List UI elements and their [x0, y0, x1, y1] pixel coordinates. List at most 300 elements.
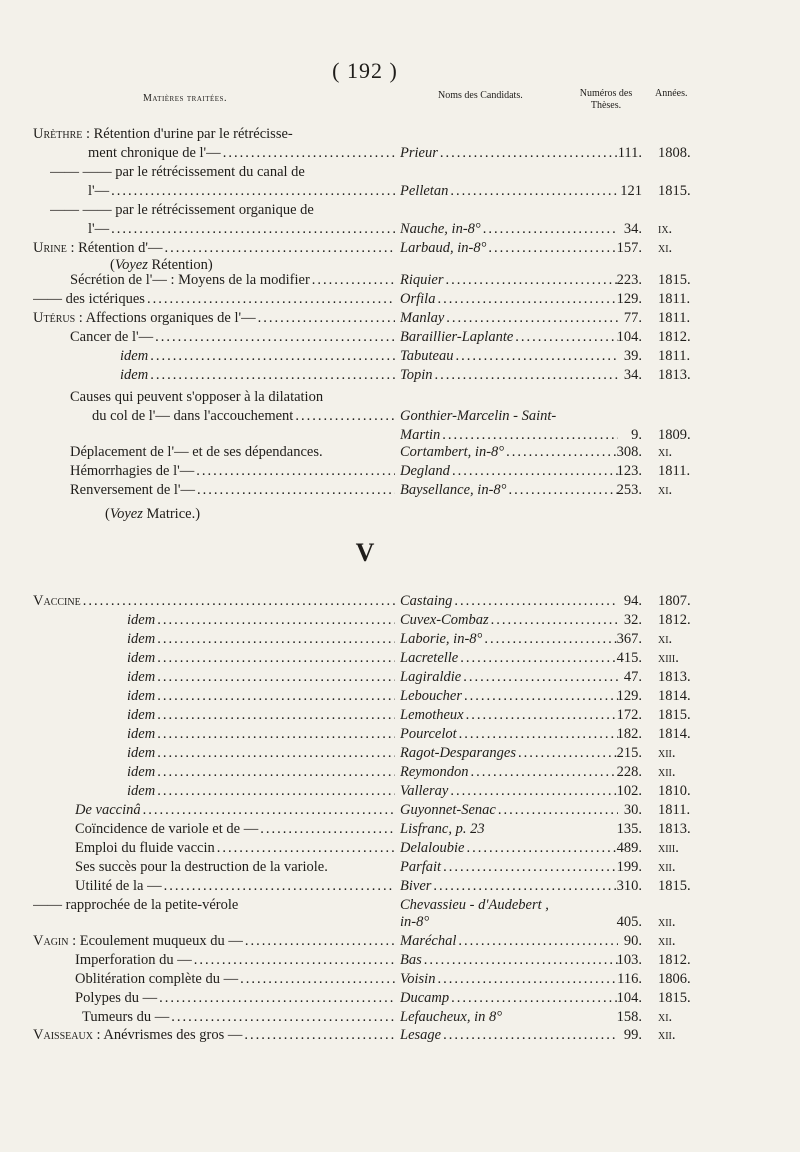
candidate-name-text: Maréchal: [400, 933, 457, 949]
thesis-year: 1815.: [658, 272, 691, 288]
subject-cell: [33, 1026, 395, 1045]
leader-dots: [470, 763, 618, 782]
leader-dots: [157, 706, 395, 725]
subject-text: idem: [127, 726, 156, 742]
candidate-name-text: Baraillier-Laplante: [400, 329, 514, 345]
index-row: [0, 744, 720, 763]
leader-dots: [157, 630, 395, 649]
subject-cell: [75, 951, 395, 970]
subject-cell: [88, 182, 395, 201]
thesis-number: 77.: [623, 310, 642, 326]
thesis-year: xi.: [658, 482, 673, 498]
index-row: [0, 328, 720, 347]
leader-dots: [518, 744, 618, 763]
thesis-number: 90.: [623, 933, 642, 949]
thesis-number: 104.: [616, 990, 642, 1006]
leader-dots: [295, 407, 395, 426]
page-number: ( 192 ): [332, 58, 398, 83]
index-row: [0, 877, 720, 896]
thesis-number: 215.: [616, 745, 642, 761]
subject-cell: [75, 839, 395, 858]
subject-text: De vaccinâ: [75, 802, 141, 818]
thesis-number: 253.: [616, 482, 642, 498]
subject-cell: [70, 271, 395, 290]
candidate-name: [400, 649, 618, 668]
leader-dots: [150, 347, 395, 366]
subject-cell: [127, 687, 395, 706]
index-row: [0, 913, 720, 932]
thesis-year: 1811.: [658, 291, 691, 307]
candidate-name: [400, 443, 618, 462]
subject-text: Vaisseaux : Anévrismes des gros —: [33, 1027, 243, 1043]
subject-text: idem: [120, 348, 149, 364]
thesis-year: xi.: [658, 240, 673, 256]
index-row: [0, 858, 720, 877]
subject-cell: [88, 220, 395, 239]
subject-cell: [127, 744, 395, 763]
subject-cell: [33, 290, 395, 309]
candidate-name-text: Manlay: [400, 310, 445, 326]
leader-dots: [171, 1008, 395, 1027]
header-numeros: Numéros des Thèses.: [579, 88, 633, 111]
candidate-name-text: Leboucher: [400, 688, 463, 704]
subject-text: idem: [127, 783, 156, 799]
subject-text: —— rapprochée de la petite-vérole: [33, 897, 239, 913]
thesis-number: 308.: [616, 444, 642, 460]
index-row: [0, 462, 720, 481]
thesis-year: 1815.: [658, 183, 691, 199]
thesis-year: xii.: [658, 933, 676, 949]
index-row: [0, 592, 720, 611]
candidate-name-text: Degland: [400, 463, 450, 479]
subject-text: Vagin : Ecoulement muqueux du —: [33, 933, 243, 949]
leader-dots: [150, 366, 395, 385]
index-row: [0, 407, 720, 426]
subject-text: Hémorrhagies de l'—: [70, 463, 195, 479]
candidate-name-text: Cuvex-Combaz: [400, 612, 489, 628]
thesis-year: 1813.: [658, 821, 691, 837]
candidate-name-text: Baysellance, in-8°: [400, 482, 507, 498]
index-row: [0, 481, 720, 500]
thesis-number: 121: [620, 183, 642, 199]
leader-dots: [498, 801, 618, 820]
candidate-name: [400, 309, 618, 328]
leader-dots: [260, 820, 395, 839]
thesis-year: xiii.: [658, 840, 679, 856]
candidate-name-text: Lagiraldie: [400, 669, 462, 685]
candidate-name-text: Prieur: [400, 145, 438, 161]
thesis-year: xii.: [658, 1027, 676, 1043]
index-row: [0, 182, 720, 201]
candidate-name: [400, 290, 618, 309]
leader-dots: [446, 271, 619, 290]
index-row: [0, 443, 720, 462]
candidate-name-text: Parfait: [400, 859, 442, 875]
subject-text: Vaccine: [33, 593, 81, 609]
leader-dots: [450, 182, 618, 201]
candidate-name-text: Bas: [400, 952, 422, 968]
candidate-name: [400, 763, 618, 782]
subject-cell: [75, 820, 395, 839]
leader-dots: [157, 744, 395, 763]
thesis-number: 367.: [616, 631, 642, 647]
subject-text: Urine : Rétention d'—: [33, 240, 163, 256]
thesis-year: 1813.: [658, 669, 691, 685]
candidate-name-text: in-8°: [400, 914, 430, 930]
candidate-name-text: Laborie, in-8°: [400, 631, 483, 647]
leader-dots: [143, 801, 395, 820]
leader-dots: [194, 951, 395, 970]
leader-dots: [466, 706, 618, 725]
candidate-name: [400, 347, 618, 366]
subject-text: idem: [127, 688, 156, 704]
leader-dots: [245, 932, 395, 951]
candidate-name: [400, 839, 618, 858]
leader-dots: [157, 649, 395, 668]
leader-dots: [491, 611, 618, 630]
thesis-year: xi.: [658, 1009, 673, 1025]
header-matieres: Matières traitées.: [143, 93, 227, 104]
subject-cell: [75, 801, 395, 820]
candidate-name: [400, 970, 618, 989]
thesis-year: 1811.: [658, 348, 691, 364]
candidate-name-text: Castaing: [400, 593, 453, 609]
index-row: [0, 668, 720, 687]
thesis-year: ix.: [658, 221, 673, 237]
subject-text: Polypes du —: [75, 990, 158, 1006]
index-row: [0, 144, 720, 163]
subject-text: Renversement de l'—: [70, 482, 196, 498]
subject-cell: [33, 592, 395, 611]
leader-dots: [452, 462, 618, 481]
leader-dots: [433, 877, 618, 896]
leader-dots: [157, 725, 395, 744]
subject-cell: [70, 443, 395, 462]
subject-cell: [70, 328, 395, 347]
subject-text: idem: [127, 745, 156, 761]
subject-cell: [127, 706, 395, 725]
leader-dots: [424, 951, 618, 970]
thesis-number: 129.: [616, 291, 642, 307]
candidate-name-text: Pourcelot: [400, 726, 457, 742]
candidate-name-text: Riquier: [400, 272, 444, 288]
candidate-name-text: Ducamp: [400, 990, 450, 1006]
index-row: [0, 687, 720, 706]
thesis-number: 47.: [623, 669, 642, 685]
subject-text: —— —— par le rétrécissement du canal de: [50, 164, 305, 180]
candidate-name-text: Biver: [400, 878, 432, 894]
thesis-number: 405.: [616, 914, 642, 930]
thesis-year: 1814.: [658, 726, 691, 742]
candidate-name-text: Lesage: [400, 1027, 442, 1043]
header-candidats: Noms des Candidats.: [438, 90, 523, 101]
candidate-name: [400, 951, 618, 970]
leader-dots: [435, 366, 618, 385]
subject-text: —— —— par le rétrécissement organique de: [50, 202, 314, 218]
leader-dots: [464, 687, 618, 706]
thesis-year: xi.: [658, 444, 673, 460]
candidate-name: [400, 668, 618, 687]
thesis-year: 1809.: [658, 427, 691, 443]
subject-cell: [75, 858, 395, 877]
index-row: [0, 763, 720, 782]
subject-text: du col de l'— dans l'accouchement: [92, 408, 294, 424]
candidate-name: [400, 858, 618, 877]
leader-dots: [157, 668, 395, 687]
candidate-name: [400, 592, 618, 611]
index-row: [0, 932, 720, 951]
index-row: [0, 163, 720, 182]
candidate-name-text: Lisfranc, p. 23: [400, 821, 485, 837]
thesis-number: 104.: [616, 329, 642, 345]
candidate-name: [400, 462, 618, 481]
subject-cell: [127, 630, 395, 649]
subject-text: idem: [127, 612, 156, 628]
index-row: [0, 839, 720, 858]
subject-text: Urèthre : Rétention d'urine par le rétrécisse-: [33, 126, 293, 142]
leader-dots: [437, 970, 618, 989]
leader-dots: [83, 592, 395, 611]
leader-dots: [157, 611, 395, 630]
thesis-number: 30.: [623, 802, 642, 818]
candidate-name: [400, 801, 618, 820]
subject-text: idem: [127, 631, 156, 647]
index-row: [0, 820, 720, 839]
leader-dots: [484, 630, 618, 649]
leader-dots: [258, 309, 395, 328]
thesis-number: 94.: [623, 593, 642, 609]
thesis-year: 1810.: [658, 783, 691, 799]
candidate-name-text: Lemotheux: [400, 707, 464, 723]
thesis-number: 310.: [616, 878, 642, 894]
header-annees: Années.: [655, 88, 688, 99]
thesis-number: 172.: [616, 707, 642, 723]
subject-cell: [70, 462, 395, 481]
subject-cell: [33, 932, 395, 951]
leader-dots: [111, 220, 395, 239]
thesis-number: 199.: [616, 859, 642, 875]
thesis-year: xii.: [658, 764, 676, 780]
subject-cell: [127, 782, 395, 801]
subject-cell: [70, 481, 395, 500]
subject-cell: [70, 388, 395, 407]
candidate-name: [400, 989, 618, 1008]
candidate-name-text: Lefaucheux, in 8°: [400, 1009, 503, 1025]
leader-dots: [443, 858, 618, 877]
candidate-name: [400, 271, 618, 290]
candidate-name: [400, 407, 618, 426]
thesis-year: 1812.: [658, 329, 691, 345]
index-row: [0, 1026, 720, 1045]
thesis-number: 223.: [616, 272, 642, 288]
leader-dots: [157, 687, 395, 706]
index-row: [0, 725, 720, 744]
thesis-number: 135.: [616, 821, 642, 837]
leader-dots: [217, 839, 395, 858]
subject-text: Emploi du fluide vaccin: [75, 840, 215, 856]
thesis-year: 1815.: [658, 878, 691, 894]
index-row: [0, 801, 720, 820]
leader-dots: [240, 970, 395, 989]
subject-cell: [105, 505, 395, 524]
index-row: [0, 388, 720, 407]
leader-dots: [197, 481, 395, 500]
candidate-name-text: Martin: [400, 427, 441, 443]
subject-text: l'—: [88, 221, 110, 237]
leader-dots: [454, 592, 618, 611]
leader-dots: [450, 782, 618, 801]
thesis-year: 1811.: [658, 802, 691, 818]
thesis-number: 102.: [616, 783, 642, 799]
subject-text: Sécrétion de l'— : Moyens de la modifier: [70, 272, 310, 288]
thesis-year: 1811.: [658, 310, 691, 326]
candidate-name: [400, 328, 618, 347]
leader-dots: [451, 989, 618, 1008]
thesis-year: xi.: [658, 631, 673, 647]
thesis-year: 1807.: [658, 593, 691, 609]
subject-cell: [33, 125, 395, 144]
index-row: [0, 611, 720, 630]
candidate-name-text: Lacretelle: [400, 650, 459, 666]
candidate-name-text: Valleray: [400, 783, 449, 799]
subject-text: Ses succès pour la destruction de la variole.: [75, 859, 328, 875]
thesis-year: 1806.: [658, 971, 691, 987]
leader-dots: [440, 144, 618, 163]
index-row: [0, 1008, 720, 1027]
thesis-year: xiii.: [658, 650, 679, 666]
candidate-name: [400, 1008, 618, 1027]
candidate-name-text: Cortambert, in-8°: [400, 444, 505, 460]
thesis-year: 1812.: [658, 952, 691, 968]
leader-dots: [463, 668, 618, 687]
candidate-name-text: Pelletan: [400, 183, 449, 199]
thesis-year: 1813.: [658, 367, 691, 383]
candidate-name: [400, 481, 618, 500]
section-letter: V: [355, 538, 375, 567]
leader-dots: [312, 271, 395, 290]
subject-text: Coïncidence de variole et de —: [75, 821, 259, 837]
candidate-name: [400, 611, 618, 630]
thesis-year: xii.: [658, 859, 676, 875]
index-row: [0, 706, 720, 725]
index-row: [0, 290, 720, 309]
thesis-number: 116.: [617, 971, 642, 987]
candidate-name: [400, 630, 618, 649]
subject-cell: [127, 611, 395, 630]
thesis-year: 1815.: [658, 990, 691, 1006]
leader-dots: [515, 328, 618, 347]
candidate-name: [400, 687, 618, 706]
leader-dots: [437, 290, 618, 309]
subject-cell: [88, 144, 395, 163]
index-row: [0, 951, 720, 970]
index-row: [0, 649, 720, 668]
index-row: [0, 782, 720, 801]
subject-text: idem: [127, 669, 156, 685]
candidate-name-text: Larbaud, in-8°: [400, 240, 487, 256]
thesis-number: 158.: [616, 1009, 642, 1025]
subject-text: idem: [120, 367, 149, 383]
subject-cell: [127, 649, 395, 668]
index-row: [0, 347, 720, 366]
subject-cell: [127, 763, 395, 782]
subject-cell: [50, 201, 395, 220]
candidate-name-text: Nauche, in-8°: [400, 221, 481, 237]
index-row: [0, 989, 720, 1008]
candidate-name: [400, 1026, 618, 1045]
leader-dots: [459, 725, 618, 744]
thesis-number: 34.: [623, 221, 642, 237]
candidate-name-text: Orfila: [400, 291, 436, 307]
subject-text: Utérus : Affections organiques de l'—: [33, 310, 256, 326]
subject-cell: [75, 970, 395, 989]
leader-dots: [157, 763, 395, 782]
candidate-name: [400, 820, 618, 839]
thesis-year: 1808.: [658, 145, 691, 161]
thesis-year: 1812.: [658, 612, 691, 628]
thesis-number: 9.: [631, 427, 642, 443]
leader-dots: [483, 220, 618, 239]
subject-cell: [33, 309, 395, 328]
subject-text: Utilité de la —: [75, 878, 162, 894]
subject-text: Cancer de l'—: [70, 329, 154, 345]
leader-dots: [506, 443, 618, 462]
leader-dots: [460, 649, 618, 668]
thesis-number: 32.: [623, 612, 642, 628]
subject-text: Causes qui peuvent s'opposer à la dilatation: [70, 389, 324, 405]
thesis-year: xii.: [658, 914, 676, 930]
thesis-number: 489.: [616, 840, 642, 856]
candidate-name-text: Tabuteau: [400, 348, 454, 364]
index-row: [0, 271, 720, 290]
subject-text: idem: [127, 650, 156, 666]
leader-dots: [443, 1026, 618, 1045]
leader-dots: [458, 932, 618, 951]
subject-cell: [75, 989, 395, 1008]
candidate-name-text: Delaloubie: [400, 840, 465, 856]
candidate-name-text: Topin: [400, 367, 433, 383]
subject-text: ment chronique de l'—: [88, 145, 221, 161]
subject-text: (Voyez Rétention): [110, 257, 213, 273]
leader-dots: [244, 1026, 395, 1045]
leader-dots: [164, 877, 395, 896]
leader-dots: [223, 144, 395, 163]
subject-text: —— des ictériques: [33, 291, 145, 307]
thesis-number: 182.: [616, 726, 642, 742]
candidate-name: [400, 725, 618, 744]
leader-dots: [111, 182, 395, 201]
subject-cell: [120, 347, 395, 366]
thesis-year: 1814.: [658, 688, 691, 704]
candidate-name: [400, 877, 618, 896]
subject-text: Oblitération complète du —: [75, 971, 239, 987]
leader-dots: [157, 782, 395, 801]
index-row: [0, 630, 720, 649]
thesis-year: 1811.: [658, 463, 691, 479]
subject-text: Imperforation du —: [75, 952, 192, 968]
candidate-name: [400, 706, 618, 725]
thesis-number: 129.: [616, 688, 642, 704]
candidate-name: [400, 220, 618, 239]
thesis-number: 228.: [616, 764, 642, 780]
subject-cell: [127, 725, 395, 744]
leader-dots: [446, 309, 618, 328]
subject-cell: [127, 668, 395, 687]
leader-dots: [147, 290, 395, 309]
leader-dots: [159, 989, 395, 1008]
candidate-name: [400, 913, 618, 932]
leader-dots: [466, 839, 618, 858]
